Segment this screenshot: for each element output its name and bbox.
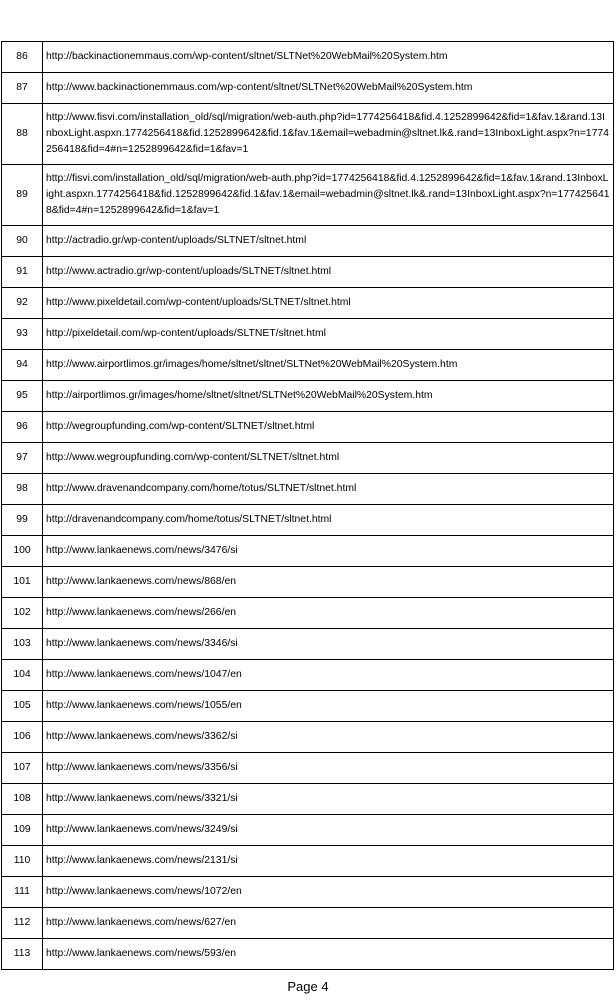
table-row [2, 474, 614, 505]
row-url: http://actradio.gr/wp-content/uploads/SLTNET/sltnet.html [43, 226, 614, 257]
row-url: http://www.wegroupfunding.com/wp-content/SLTNET/sltnet.html [43, 443, 614, 474]
row-url: http://www.lankaenews.com/news/3321/si [43, 784, 614, 815]
row-number: 97 [2, 443, 43, 474]
table-row [2, 877, 614, 908]
table-row [2, 73, 614, 104]
row-number: 111 [2, 877, 43, 908]
table-row [2, 660, 614, 691]
table-row [2, 226, 614, 257]
table-row [2, 939, 614, 970]
table-row [2, 536, 614, 567]
row-number: 104 [2, 660, 43, 691]
table-row [2, 846, 614, 877]
table-row [2, 104, 614, 165]
row-number: 90 [2, 226, 43, 257]
row-url: http://www.lankaenews.com/news/266/en [43, 598, 614, 629]
row-url: http://www.lankaenews.com/news/868/en [43, 567, 614, 598]
table-row [2, 288, 614, 319]
row-number: 96 [2, 412, 43, 443]
table-row [2, 505, 614, 536]
row-url: http://www.lankaenews.com/news/3476/si [43, 536, 614, 567]
row-url: http://wegroupfunding.com/wp-content/SLTNET/sltnet.html [43, 412, 614, 443]
row-number: 102 [2, 598, 43, 629]
row-url: http://www.actradio.gr/wp-content/uploads/SLTNET/sltnet.html [43, 257, 614, 288]
row-url: http://www.dravenandcompany.com/home/totus/SLTNET/sltnet.html [43, 474, 614, 505]
table-row [2, 381, 614, 412]
table-row [2, 443, 614, 474]
table-row [2, 257, 614, 288]
row-url: http://www.lankaenews.com/news/3356/si [43, 753, 614, 784]
table-row [2, 691, 614, 722]
table-row [2, 598, 614, 629]
row-url: http://backinactionemmaus.com/wp-content/sltnet/SLTNet%20WebMail%20System.htm [43, 42, 614, 73]
row-url: http://www.lankaenews.com/news/3249/si [43, 815, 614, 846]
row-number: 106 [2, 722, 43, 753]
row-number: 101 [2, 567, 43, 598]
row-number: 93 [2, 319, 43, 350]
table-row [2, 350, 614, 381]
table-row [2, 784, 614, 815]
row-url: http://pixeldetail.com/wp-content/uploads/SLTNET/sltnet.html [43, 319, 614, 350]
row-number: 113 [2, 939, 43, 970]
table-row [2, 165, 614, 226]
page-number: Page 4 [287, 979, 329, 994]
row-url: http://www.fisvi.com/installation_old/sql/migration/web-auth.php?id=1774256418&fid.4.1252899642&fid=1&fav.1&rand.13InboxLight.aspxn.1774256418&fid.1252899642&fid.1&fav.1&email=webadmin@sltnet.lk&.rand=13InboxLight.aspx?n=1774256418&fid=4#n=1252899642&fid=1&fav=1 [43, 104, 614, 165]
row-url: http://www.lankaenews.com/news/593/en [43, 939, 614, 970]
row-number: 87 [2, 73, 43, 104]
table-row [2, 42, 614, 73]
row-number: 107 [2, 753, 43, 784]
row-url: http://airportlimos.gr/images/home/sltnet/sltnet/SLTNet%20WebMail%20System.htm [43, 381, 614, 412]
table-row [2, 319, 614, 350]
row-number: 103 [2, 629, 43, 660]
row-number: 109 [2, 815, 43, 846]
row-number: 110 [2, 846, 43, 877]
row-number: 95 [2, 381, 43, 412]
row-url: http://www.lankaenews.com/news/1055/en [43, 691, 614, 722]
table-row [2, 567, 614, 598]
row-number: 92 [2, 288, 43, 319]
table-row [2, 412, 614, 443]
row-number: 88 [2, 104, 43, 165]
url-table [1, 41, 614, 970]
row-number: 89 [2, 165, 43, 226]
row-url: http://www.lankaenews.com/news/3362/si [43, 722, 614, 753]
row-url: http://www.lankaenews.com/news/627/en [43, 908, 614, 939]
table-row [2, 722, 614, 753]
url-table-body [2, 42, 614, 970]
row-url: http://www.lankaenews.com/news/2131/si [43, 846, 614, 877]
table-row [2, 815, 614, 846]
row-url: http://www.pixeldetail.com/wp-content/uploads/SLTNET/sltnet.html [43, 288, 614, 319]
row-number: 86 [2, 42, 43, 73]
row-url: http://www.lankaenews.com/news/1072/en [43, 877, 614, 908]
row-url: http://www.backinactionemmaus.com/wp-content/sltnet/SLTNet%20WebMail%20System.htm [43, 73, 614, 104]
row-number: 98 [2, 474, 43, 505]
row-number: 108 [2, 784, 43, 815]
row-url: http://fisvi.com/installation_old/sql/migration/web-auth.php?id=1774256418&fid.4.1252899642&fid=1&fav.1&rand.13InboxLight.aspxn.1774256418&fid.1252899642&fid.1&fav.1&email=webadmin@sltnet.lk&.rand=13InboxLight.aspx?n=1774256418&fid=4#n=1252899642&fid=1&fav=1 [43, 165, 614, 226]
row-number: 94 [2, 350, 43, 381]
row-number: 100 [2, 536, 43, 567]
row-number: 112 [2, 908, 43, 939]
row-number: 91 [2, 257, 43, 288]
row-url: http://www.airportlimos.gr/images/home/sltnet/sltnet/SLTNet%20WebMail%20System.htm [43, 350, 614, 381]
row-url: http://dravenandcompany.com/home/totus/SLTNET/sltnet.html [43, 505, 614, 536]
table-row [2, 908, 614, 939]
row-url: http://www.lankaenews.com/news/1047/en [43, 660, 614, 691]
row-url: http://www.lankaenews.com/news/3346/si [43, 629, 614, 660]
table-row [2, 629, 614, 660]
row-number: 99 [2, 505, 43, 536]
table-row [2, 753, 614, 784]
row-number: 105 [2, 691, 43, 722]
